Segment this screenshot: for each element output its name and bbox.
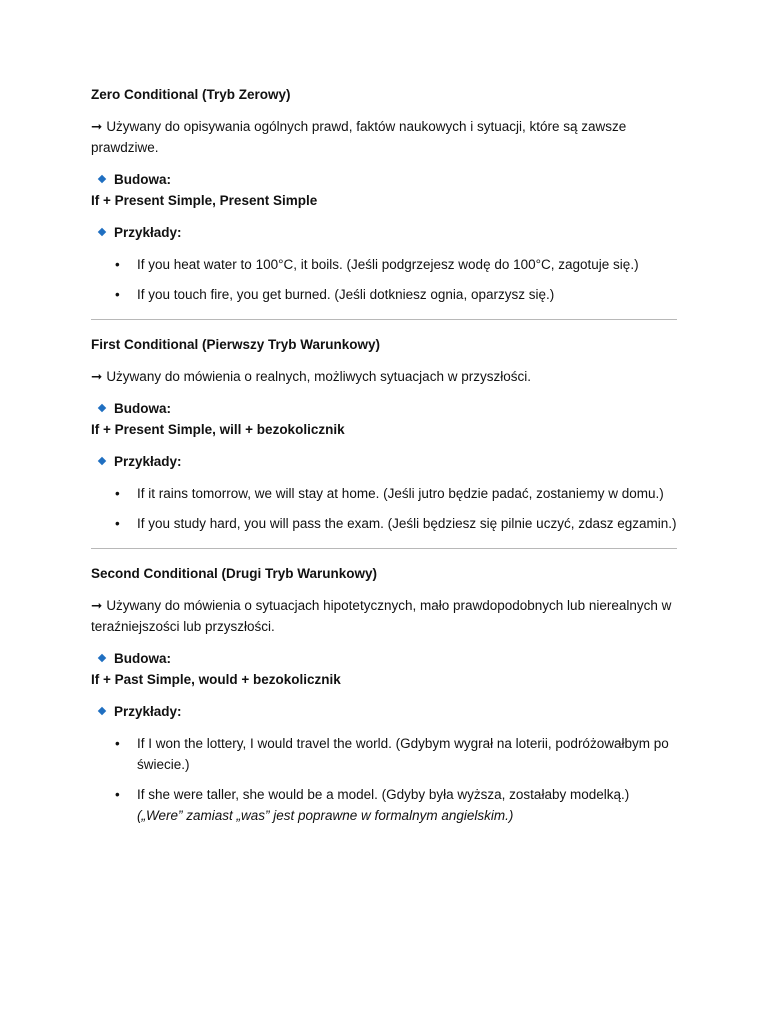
example-note: („Were” zamiast „was” jest poprawne w formalnym angielskim.) xyxy=(137,808,514,823)
structure-label-text: Budowa: xyxy=(114,651,171,666)
examples-label xyxy=(91,222,677,243)
section-title: Zero Conditional (Tryb Zerowy) xyxy=(91,87,291,102)
description-text: Używany do mówienia o sytuacjach hipotetycznych, mało prawdopodobnych lub nierealnych w teraźniejszości lub przyszłości. xyxy=(91,598,672,634)
examples-list xyxy=(91,733,677,826)
example-text: If you study hard, you will pass the exam. (Jeśli będziesz się pilnie uczyć, zdasz egzamin.) xyxy=(137,516,677,531)
section-second-conditional xyxy=(91,563,677,826)
structure-label-text: Budowa: xyxy=(114,401,171,416)
example-text: If you touch fire, you get burned. (Jeśli dotkniesz ognia, oparzysz się.) xyxy=(137,287,555,302)
examples-label xyxy=(91,451,677,472)
list-item xyxy=(91,784,677,826)
list-item xyxy=(91,483,677,504)
bullet-icon: • xyxy=(115,257,120,272)
section-title: Second Conditional (Drugi Tryb Warunkowy) xyxy=(91,566,378,581)
list-item xyxy=(91,254,677,275)
bullet-icon: • xyxy=(115,736,120,751)
bullet-icon: • xyxy=(115,516,120,531)
examples-label xyxy=(91,701,677,722)
diamond-bullet-icon xyxy=(98,228,106,236)
examples-label-text: Przykłady: xyxy=(114,704,182,719)
section-zero-conditional xyxy=(91,84,677,305)
list-item xyxy=(91,733,677,775)
section-divider xyxy=(91,548,677,549)
formula: If + Past Simple, would + bezokolicznik xyxy=(91,672,341,687)
examples-list xyxy=(91,254,677,305)
diamond-bullet-icon xyxy=(98,457,106,465)
bullet-icon: • xyxy=(115,287,120,302)
section-divider xyxy=(91,319,677,320)
arrow-right-icon: ➞ xyxy=(91,369,103,384)
structure-label xyxy=(91,169,677,190)
diamond-bullet-icon xyxy=(98,175,106,183)
diamond-bullet-icon xyxy=(98,654,106,662)
example-text: If you heat water to 100°C, it boils. (Jeśli podgrzejesz wodę do 100°C, zagotuje się.) xyxy=(137,257,639,272)
diamond-bullet-icon xyxy=(98,404,106,412)
structure-label-text: Budowa: xyxy=(114,172,171,187)
bullet-icon: • xyxy=(115,787,120,802)
list-item xyxy=(91,284,677,305)
document-page xyxy=(91,84,677,835)
examples-label-text: Przykłady: xyxy=(114,454,182,469)
section-title: First Conditional (Pierwszy Tryb Warunkowy) xyxy=(91,337,381,352)
examples-label-text: Przykłady: xyxy=(114,225,182,240)
description-text: Używany do mówienia o realnych, możliwych sytuacjach w przyszłości. xyxy=(106,369,531,384)
bullet-icon: • xyxy=(115,486,120,501)
examples-list xyxy=(91,483,677,534)
formula: If + Present Simple, Present Simple xyxy=(91,193,318,208)
structure-label xyxy=(91,648,677,669)
section-description xyxy=(91,366,677,387)
description-text: Używany do opisywania ogólnych prawd, faktów naukowych i sytuacji, które są zawsze prawdziwe. xyxy=(91,119,627,155)
section-description xyxy=(91,595,677,637)
formula: If + Present Simple, will + bezokolicznik xyxy=(91,422,345,437)
example-text: If she were taller, she would be a model. (Gdyby była wyższa, zostałaby modelką.) xyxy=(137,787,630,802)
section-description xyxy=(91,116,677,158)
arrow-right-icon: ➞ xyxy=(91,119,103,134)
example-text: If I won the lottery, I would travel the world. (Gdybym wygrał na loterii, podróżowałbym po świecie.) xyxy=(137,736,669,772)
arrow-right-icon: ➞ xyxy=(91,598,103,613)
list-item xyxy=(91,513,677,534)
diamond-bullet-icon xyxy=(98,707,106,715)
example-text: If it rains tomorrow, we will stay at home. (Jeśli jutro będzie padać, zostaniemy w domu.) xyxy=(137,486,664,501)
section-first-conditional xyxy=(91,334,677,534)
structure-label xyxy=(91,398,677,419)
